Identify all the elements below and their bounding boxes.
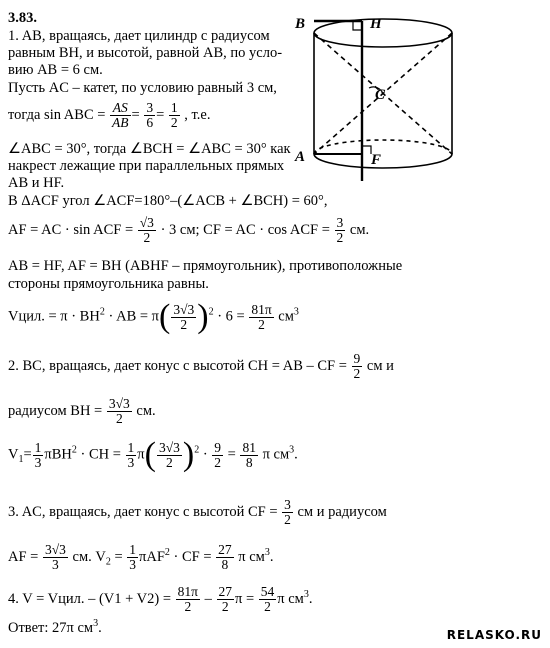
v-after: · 6 = — [217, 308, 245, 325]
p4-frac-2 — [217, 585, 235, 614]
den: 2 — [143, 230, 151, 245]
den: 3 — [129, 557, 137, 572]
v1-suffix: π см — [262, 446, 290, 463]
p3-line-1 — [8, 498, 387, 527]
v1-mid2: · CH = — [80, 446, 121, 463]
label-C: C — [375, 87, 386, 103]
p2-suffix: см и — [366, 357, 394, 374]
num: √3 — [139, 215, 154, 230]
top-ellipse — [314, 19, 452, 47]
v1-frac-4 — [240, 441, 258, 470]
problem-number: 3.83. — [8, 10, 37, 26]
p3-af-frac — [43, 543, 68, 572]
p1-line-3: вию AB = 6 см. — [8, 62, 103, 78]
p1-line-11: AB = HF, AF = BH (ABHF – прямоугольник), противоположные — [8, 258, 403, 274]
v2-mid2: · CF = — [173, 548, 212, 565]
label-B: B — [295, 16, 306, 32]
p4-frac-1 — [176, 585, 200, 614]
p1-line-4: Пусть AC – катет, по условию равный 3 см, — [8, 80, 277, 96]
v-prefix: Vцил. = π · BH — [8, 308, 100, 325]
den: 8 — [221, 557, 229, 572]
cylinder-figure — [287, 6, 550, 186]
answer-line: Ответ: 27π $см^3$. — [8, 618, 102, 636]
p4-suffix: π см — [277, 590, 304, 607]
p1-line-9: В ΔACF угол ∠ACF=180°–(∠ACB + ∠BCH) = 60°, — [8, 193, 328, 209]
sin-frac-1 — [110, 101, 131, 130]
v1-frac-3 — [212, 441, 223, 470]
v1-in-frac — [157, 441, 182, 470]
num: 9 — [214, 439, 222, 455]
r-suffix: см. — [136, 402, 156, 419]
num: 1 — [170, 100, 178, 115]
den: 2 — [221, 599, 229, 614]
num: 1 — [34, 439, 42, 455]
v2-mid: πAF — [139, 548, 165, 565]
p2-prefix: 2. BC, вращаясь, дает конус с высотой CH = AB – CF = — [8, 357, 347, 374]
p4-line: 4. V = Vцил. – (V1 + V2) = $\frac{81\pi}{2}$ – $\frac{27}{2}$ π = $\frac{54}{2}$ π $см^3$. — [8, 584, 313, 614]
v-in-frac — [171, 303, 196, 332]
den: 2 — [258, 316, 265, 332]
num: 81π — [177, 584, 198, 599]
v1-eq: = — [23, 446, 32, 463]
num: 27 — [218, 584, 232, 599]
num: 9 — [353, 351, 361, 366]
den: 2 — [264, 599, 271, 614]
p3-prefix: 3. AC, вращаясь, дает конус с высотой CF = — [8, 503, 278, 520]
sin-prefix: тогда sin ABC = — [8, 106, 106, 123]
num: 1 — [129, 542, 137, 557]
v1-mid: πBH — [44, 446, 72, 463]
r-prefix: радиусом BH = — [8, 402, 103, 419]
den: 3 — [52, 557, 59, 572]
label-F: F — [371, 152, 382, 168]
den: 2 — [214, 454, 222, 470]
v1-pi: π — [137, 446, 145, 463]
den: 8 — [245, 454, 253, 470]
answer-text: Ответ: 27π см — [8, 620, 94, 636]
p4-mid: π = — [235, 590, 255, 607]
p3-suffix: см и радиусом — [297, 503, 387, 520]
den: 2 — [170, 115, 178, 130]
p1-volume-line: Vцил. = $\pi \cdot BH^2$ · AB = π( $\frac{3√3}{2}$ )$^2$ · 6 = $\frac{81\pi}{2}$ $см^3$ — [8, 298, 299, 335]
den: AB — [112, 115, 129, 130]
p3-frac — [282, 498, 293, 527]
sin-suffix: , т.е. — [184, 106, 211, 123]
label-A: A — [295, 149, 306, 165]
v1-dot: · — [202, 446, 208, 463]
v-res-frac — [249, 303, 273, 332]
p1-sin-line: тогда sin ABC = $\frac{AS}{AB}$ = $\frac{3}{6}$ = $\frac{1}{2}$ , т.е. — [8, 100, 211, 130]
p2-radius-line — [8, 397, 156, 426]
label-H: H — [370, 16, 382, 32]
p1-line-2: равным BH, и высотой, равной AB, по усло- — [8, 45, 283, 61]
den: 2 — [353, 366, 361, 381]
bottom-ellipse-back — [314, 140, 452, 154]
num: 3 — [336, 215, 344, 230]
v2-eq: = — [114, 548, 123, 565]
r-frac — [107, 397, 132, 426]
den: 2 — [115, 411, 123, 426]
num: AS — [110, 101, 131, 116]
v1-prefix: V — [8, 446, 19, 463]
watermark: RELASKO.RU — [446, 628, 542, 642]
p2-v1-line: $V_1=$ $\frac{1}{3}$ πBH$^2$ · CH = $\frac{1}{3}$ π( $\frac{3√3}{2}$ )$^2$ · $\frac{9}{2}$ = $\frac{81}{8}$ π $см^3$. — [8, 436, 298, 473]
p2-frac — [352, 352, 363, 381]
v1-eq2: = — [227, 446, 236, 463]
num: 3 — [146, 100, 154, 115]
p1-line-8: AB и HF. — [8, 175, 65, 191]
num: 3√3 — [108, 396, 130, 411]
p1-line-12: стороны прямоугольника равны. — [8, 276, 209, 292]
den: 2 — [336, 230, 344, 245]
af-mid: · 3 см; CF = AC · cos ACF = — [160, 221, 330, 238]
p3-af-mid: см. V — [72, 548, 106, 565]
cf-frac — [335, 216, 346, 245]
p1-line-6: ∠ABC = 30°, тогда ∠BCH = ∠ABC = 30° как — [8, 141, 291, 157]
p1-af-line — [8, 216, 369, 245]
p4-minus: – — [204, 590, 212, 607]
num: 81 — [242, 439, 256, 455]
den: 6 — [146, 115, 154, 130]
den: 2 — [180, 316, 188, 332]
p4-frac-3 — [259, 585, 277, 614]
den: 3 — [127, 454, 135, 470]
sin-frac-3 — [169, 101, 180, 130]
p1-line-1: 1. AB, вращаясь, дает цилиндр с радиусом — [8, 28, 270, 44]
p1-line-7: накрест лежащие при параллельных прямых — [8, 158, 285, 174]
v1-frac-1 — [33, 441, 44, 470]
num: 3√3 — [158, 439, 180, 455]
right-angle-F — [362, 146, 371, 154]
den: 2 — [284, 512, 291, 527]
num: 1 — [127, 439, 135, 455]
v2-suffix: π см — [238, 548, 265, 565]
den: 3 — [34, 454, 42, 470]
v-unit: см — [278, 308, 294, 325]
af-prefix: AF = AC · sin ACF = — [8, 221, 134, 238]
num: 3√3 — [44, 542, 66, 557]
v2-frac-2 — [216, 543, 234, 572]
p3-af-prefix: AF = — [8, 548, 39, 565]
num: 54 — [260, 584, 275, 599]
num: 27 — [218, 542, 232, 557]
p4-prefix: 4. V = Vцил. – (V1 + V2) = — [8, 590, 172, 607]
num: 81π — [251, 301, 272, 317]
p3-v2-line: AF = $\frac{3√3}{3}$ см. $V_2$ = $\frac{1}{3}$ πAF$^2$ · CF = $\frac{27}{8}$ π $см^3$. — [8, 542, 274, 572]
sin-frac-2 — [144, 101, 155, 130]
right-angle-H — [353, 21, 362, 30]
den: 2 — [166, 454, 173, 470]
p2-line-1 — [8, 352, 394, 381]
num: 3√3 — [173, 301, 195, 317]
bottom-ellipse-front — [314, 154, 452, 168]
v1-frac-2 — [126, 441, 137, 470]
cf-suffix: см. — [349, 221, 370, 238]
af-frac — [138, 216, 156, 245]
den: 2 — [184, 599, 192, 614]
num: 3 — [284, 497, 291, 512]
v-mid: · AB = π — [108, 308, 159, 325]
v2-frac-1 — [127, 543, 138, 572]
